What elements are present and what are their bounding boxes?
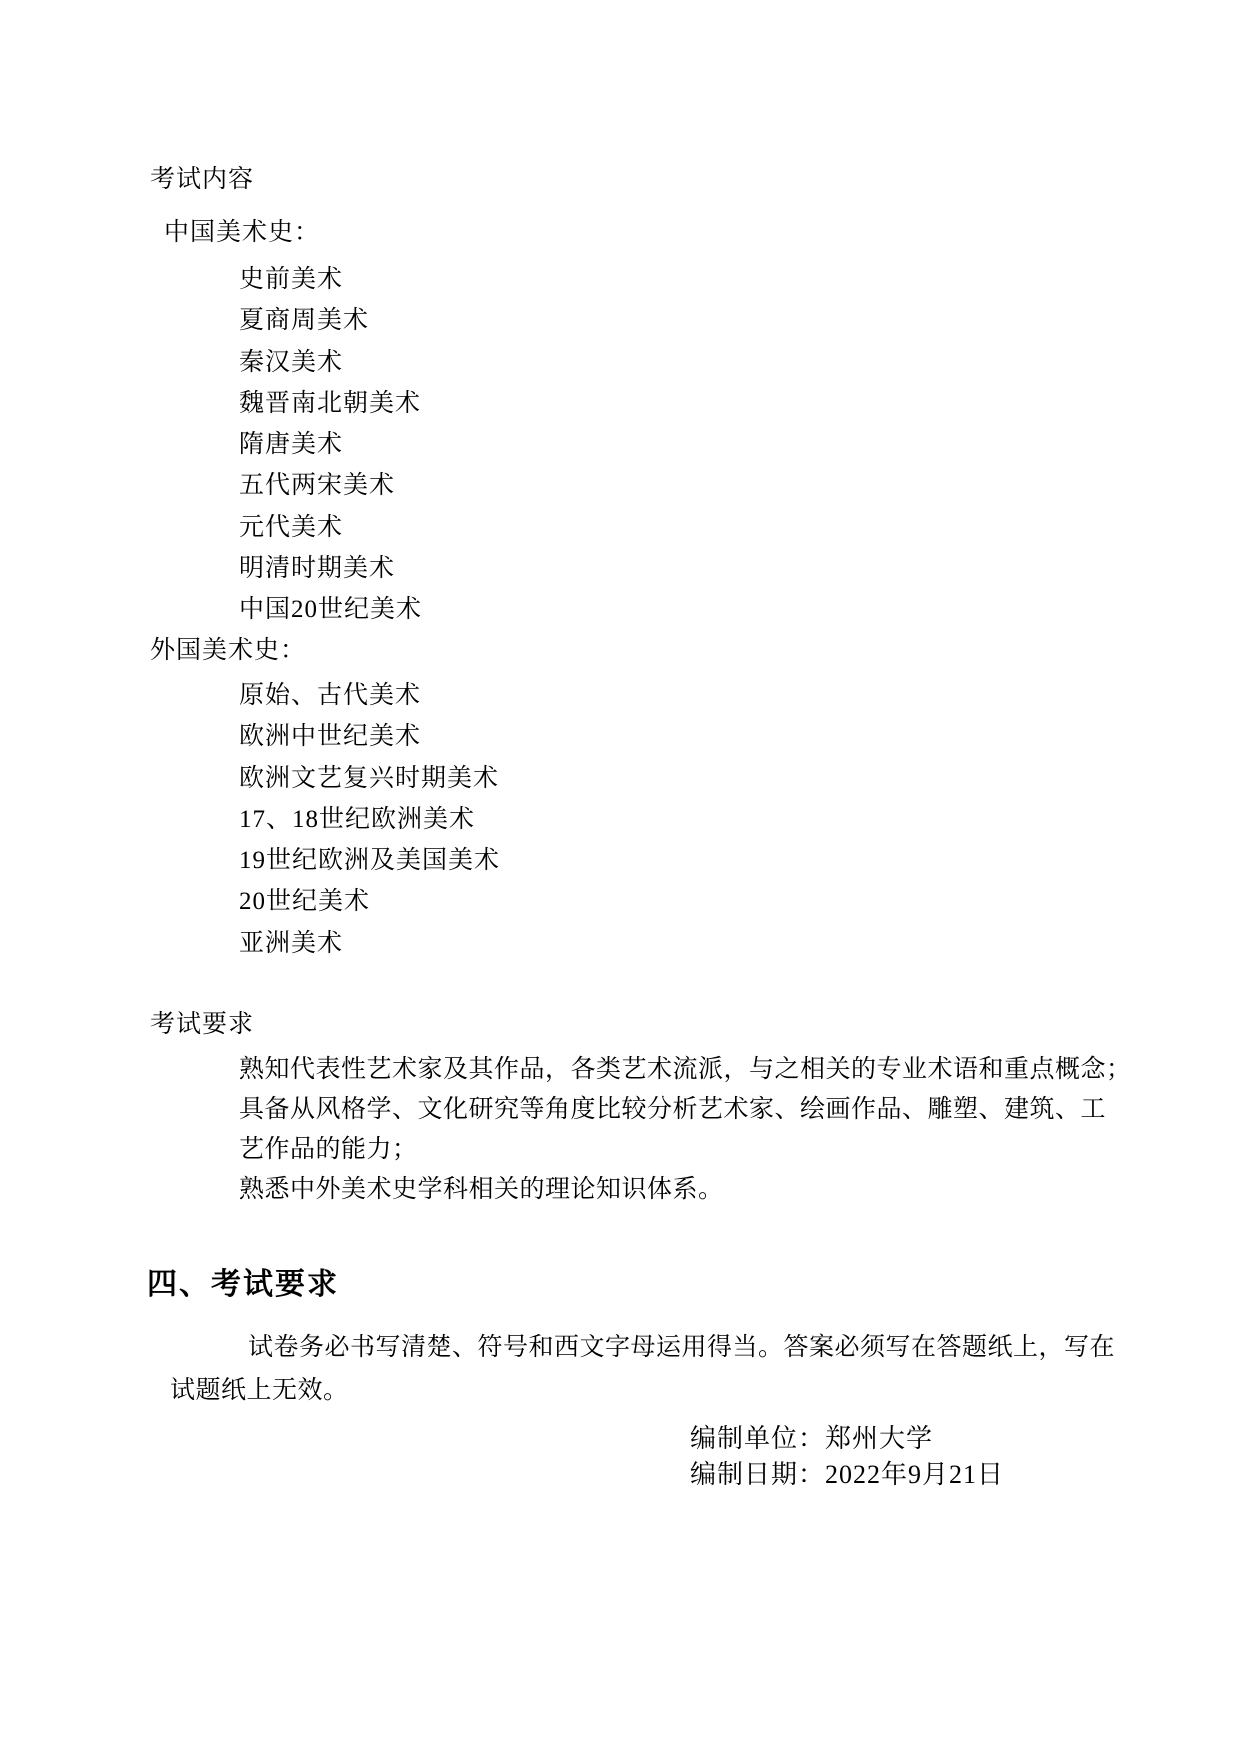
paragraph-line: 试题纸上无效。: [170, 1377, 349, 1404]
list-item: 史前美术: [239, 266, 344, 293]
list-item: 亚洲美术: [239, 929, 344, 957]
list-item: 明清时期美术: [239, 555, 396, 583]
requirement-line: 具备从风格学、文化研究等角度比较分析艺术家、绘画作品、雕塑、建筑、工: [239, 1096, 1107, 1123]
foreign-art-history-list: [239, 675, 500, 964]
list-item: 夏商周美术: [239, 307, 370, 335]
issue-date: 编制日期：2022年9月21日: [690, 1460, 1005, 1489]
chinese-art-history-label: 中国美术史：: [164, 219, 321, 246]
exam-requirements-label: 考试要求: [150, 1011, 255, 1038]
section-four-heading: 四、考试要求: [147, 1268, 339, 1301]
list-item: 元代美术: [239, 513, 344, 541]
list-item: 秦汉美术: [239, 348, 344, 376]
list-item: 20世纪美术: [239, 888, 371, 916]
requirement-line: 熟悉中外美术史学科相关的理论知识体系。: [239, 1176, 724, 1203]
issuing-unit: 编制单位：郑州大学: [690, 1424, 934, 1453]
list-item: 19世纪欧洲及美国美术: [239, 847, 501, 875]
list-item: 原始、古代美术: [239, 682, 422, 709]
list-item: 魏晋南北朝美术: [239, 389, 422, 417]
list-item: 中国20世纪美术: [239, 596, 423, 624]
list-item: 隋唐美术: [239, 431, 344, 459]
requirement-line: 熟知代表性艺术家及其作品，各类艺术流派，与之相关的专业术语和重点概念；: [239, 1056, 1132, 1083]
list-item: 欧洲文艺复兴时期美术: [239, 764, 500, 792]
list-item: 17、18世纪欧洲美术: [239, 805, 476, 833]
requirement-line: 艺作品的能力；: [239, 1136, 418, 1163]
section-four-paragraph: [170, 1326, 1115, 1412]
list-item: 五代两宋美术: [239, 472, 396, 500]
chinese-art-history-list: [239, 259, 422, 631]
exam-content-label: 考试内容: [150, 166, 255, 193]
exam-requirements-text: [239, 1050, 1132, 1210]
list-item: 欧洲中世纪美术: [239, 723, 422, 751]
paragraph-line: 试卷务必书写清楚、符号和西文字母运用得当。答案必须写在答题纸上，写在: [248, 1334, 1116, 1361]
foreign-art-history-label: 外国美术史：: [150, 637, 307, 664]
